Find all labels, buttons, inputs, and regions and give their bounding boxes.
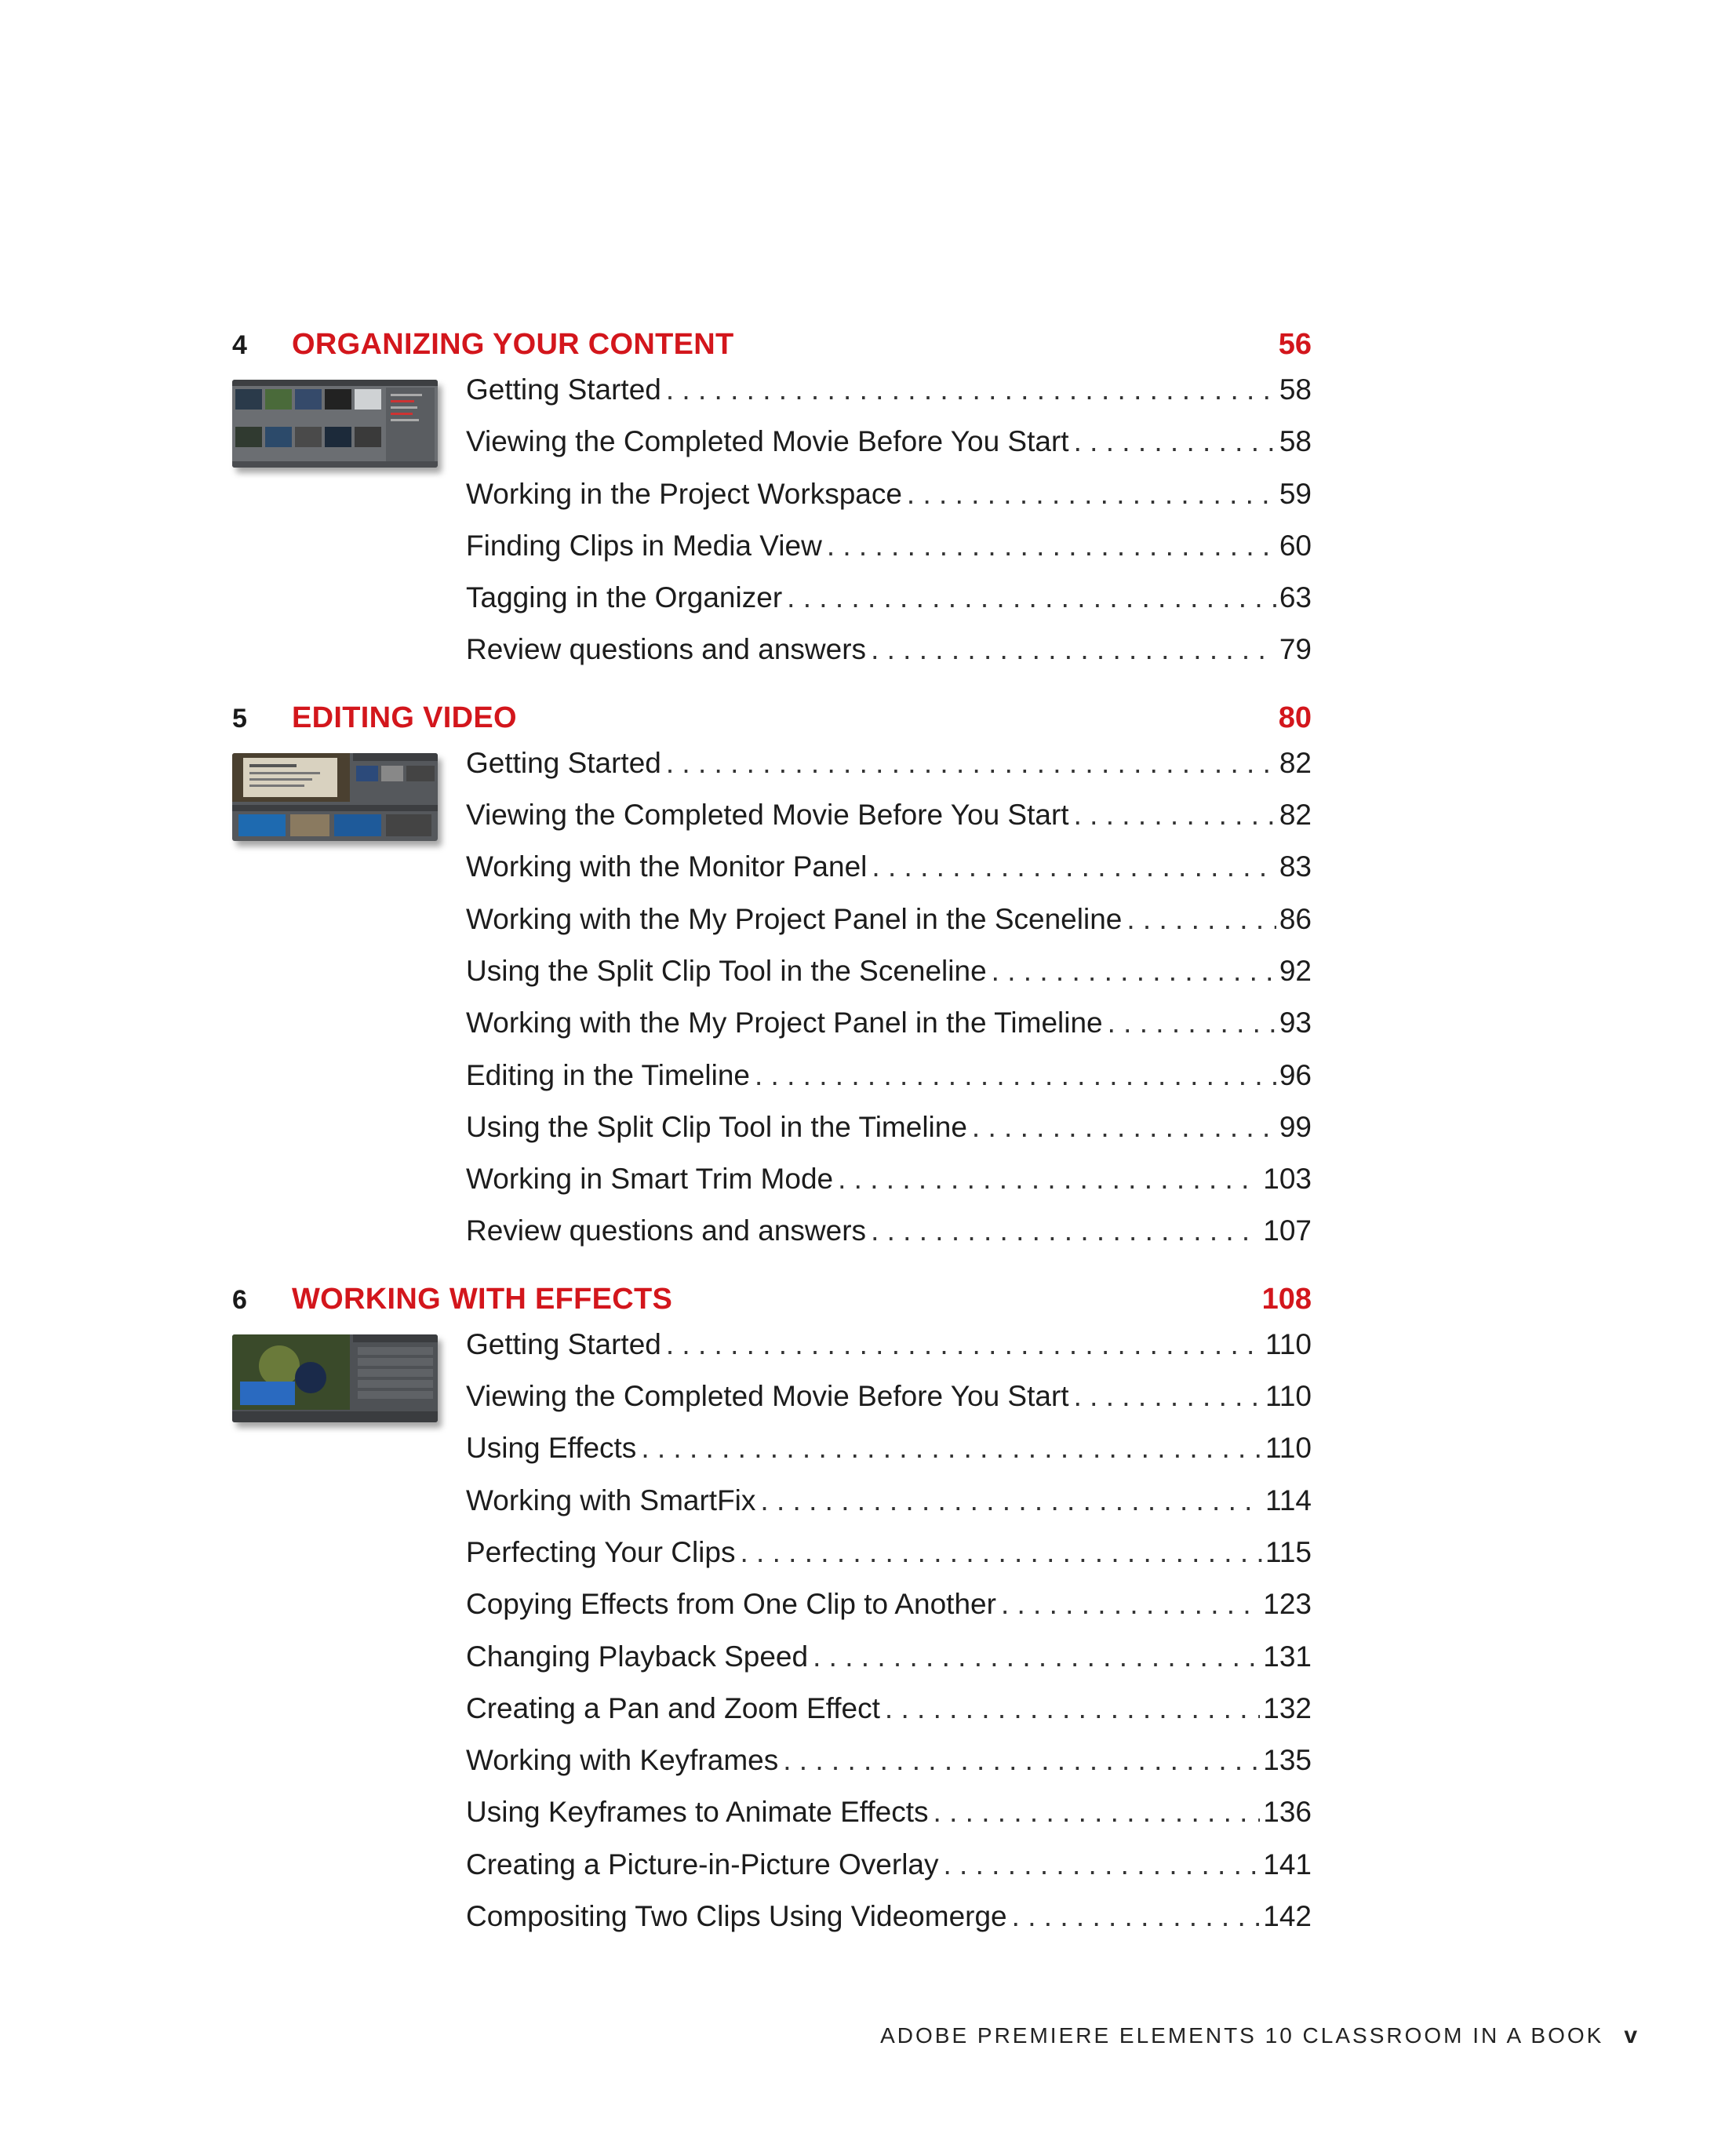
dot-leader — [666, 373, 1276, 406]
dot-leader — [838, 1163, 1260, 1196]
entry-label: Getting Started — [466, 1327, 661, 1360]
dot-leader — [944, 1848, 1261, 1881]
dot-leader — [813, 1640, 1260, 1673]
entry-page: 136 — [1263, 1796, 1312, 1829]
entry-page: 110 — [1265, 1380, 1312, 1413]
entry-label: Viewing the Completed Movie Before You Start — [466, 1380, 1069, 1413]
entry-label: Working in Smart Trim Mode — [466, 1163, 834, 1196]
dot-leader — [1108, 1007, 1276, 1039]
chapter-entries — [466, 747, 1312, 1267]
list-item[interactable] — [466, 1900, 1312, 1952]
chapter-4 — [232, 328, 1312, 686]
dot-leader — [1001, 1588, 1260, 1621]
chapter-body — [232, 1328, 1312, 1953]
table-of-contents — [232, 328, 1312, 1968]
entry-label: Creating a Picture-in-Picture Overlay — [466, 1848, 939, 1880]
entry-page: 103 — [1263, 1163, 1312, 1196]
entry-label: Changing Playback Speed — [466, 1640, 809, 1673]
entry-page: 135 — [1263, 1744, 1312, 1777]
entry-label: Tagging in the Organizer — [466, 581, 783, 614]
chapter-title[interactable]: ORGANIZING YOUR CONTENT — [292, 328, 734, 361]
list-item[interactable] — [466, 1214, 1312, 1266]
chapter-6 — [232, 1283, 1312, 1953]
chapter-heading — [232, 701, 1312, 747]
dot-leader — [666, 747, 1276, 780]
list-item[interactable] — [466, 1007, 1312, 1058]
entry-label: Perfecting Your Clips — [466, 1535, 736, 1568]
entry-label: Working in the Project Workspace — [466, 477, 902, 510]
dot-leader — [760, 1484, 1262, 1517]
dot-leader — [1074, 799, 1276, 832]
list-item[interactable] — [466, 1640, 1312, 1692]
entry-label: Working with Keyframes — [466, 1744, 779, 1777]
list-item[interactable] — [466, 1432, 1312, 1484]
dot-leader — [934, 1796, 1261, 1829]
entry-label: Working with the Monitor Panel — [466, 850, 868, 883]
entry-page: 141 — [1263, 1848, 1312, 1880]
entry-label: Viewing the Completed Movie Before You Start — [466, 425, 1069, 458]
dot-leader — [885, 1692, 1260, 1725]
entry-label: Getting Started — [466, 746, 661, 779]
list-item[interactable] — [466, 1744, 1312, 1796]
entry-page: 99 — [1279, 1110, 1312, 1143]
chapter-number: 6 — [232, 1284, 247, 1315]
entry-label: Working with the My Project Panel in the Sceneline — [466, 902, 1123, 935]
entry-label: Viewing the Completed Movie Before You Start — [466, 799, 1069, 832]
chapter-heading — [232, 1283, 1312, 1328]
entry-page: 58 — [1279, 425, 1312, 458]
list-item[interactable] — [466, 1380, 1312, 1432]
entry-label: Editing in the Timeline — [466, 1058, 750, 1091]
entry-page: 115 — [1265, 1535, 1312, 1568]
entry-page: 82 — [1279, 799, 1312, 832]
entry-label: Getting Started — [466, 373, 661, 406]
list-item[interactable] — [466, 1484, 1312, 1536]
chapter-title[interactable]: EDITING VIDEO — [292, 701, 517, 734]
entry-page: 79 — [1279, 633, 1312, 666]
list-item[interactable] — [466, 955, 1312, 1007]
entry-label: Compositing Two Clips Using Videomerge — [466, 1900, 1007, 1933]
dot-leader — [871, 633, 1276, 666]
chapter-body — [232, 373, 1312, 686]
chapter-entries — [466, 373, 1312, 686]
list-item[interactable] — [466, 747, 1312, 799]
entry-page: 132 — [1263, 1691, 1312, 1724]
entry-label: Review questions and answers — [466, 633, 867, 666]
dot-leader — [871, 1214, 1260, 1247]
entry-page: 114 — [1265, 1484, 1312, 1516]
entry-label: Using the Split Clip Tool in the Timeline — [466, 1110, 967, 1143]
page-folio: v — [1624, 2022, 1637, 2048]
dot-leader — [872, 850, 1276, 883]
chapter-body — [232, 747, 1312, 1267]
list-item[interactable] — [466, 1111, 1312, 1163]
entry-label: Working with the My Project Panel in the Timeline — [466, 1007, 1103, 1039]
chapter-heading — [232, 328, 1312, 373]
list-item[interactable] — [466, 478, 1312, 530]
list-item[interactable] — [466, 1163, 1312, 1214]
list-item[interactable] — [466, 1796, 1312, 1848]
list-item[interactable] — [466, 1536, 1312, 1588]
entry-page: 59 — [1279, 477, 1312, 510]
chapter-title[interactable]: WORKING WITH EFFECTS — [292, 1282, 673, 1316]
dot-leader — [787, 581, 1276, 614]
dot-leader — [740, 1536, 1262, 1569]
book-title: ADOBE PREMIERE ELEMENTS 10 CLASSROOM IN A BOOK — [880, 2023, 1604, 2048]
chapter-page: 108 — [1261, 1282, 1312, 1316]
chapter-5 — [232, 701, 1312, 1267]
chapter-page: 56 — [1278, 328, 1312, 361]
list-item[interactable] — [466, 1848, 1312, 1900]
dot-leader — [907, 478, 1276, 511]
effects-screenshot-icon — [232, 1334, 438, 1422]
chapter-page: 80 — [1278, 701, 1312, 734]
chapter-number: 5 — [232, 703, 247, 734]
list-item[interactable] — [466, 799, 1312, 850]
entry-page: 60 — [1279, 529, 1312, 562]
entry-page: 96 — [1279, 1058, 1312, 1091]
dot-leader — [641, 1432, 1262, 1465]
entry-label: Using Effects — [466, 1432, 637, 1465]
dot-leader — [755, 1059, 1276, 1092]
list-item[interactable] — [466, 1588, 1312, 1640]
list-item[interactable] — [466, 530, 1312, 581]
dot-leader — [992, 955, 1276, 988]
list-item[interactable] — [466, 850, 1312, 902]
entry-page: 131 — [1263, 1640, 1312, 1673]
dot-leader — [1012, 1900, 1261, 1933]
list-item[interactable] — [466, 1692, 1312, 1744]
entry-page: 93 — [1279, 1007, 1312, 1039]
chapter-thumbnail-image — [232, 1334, 438, 1422]
chapter-thumbnail-image — [232, 753, 438, 841]
list-item[interactable] — [466, 1328, 1312, 1380]
list-item[interactable] — [466, 373, 1312, 425]
organizer-screenshot-icon — [232, 380, 438, 468]
entry-label: Finding Clips in Media View — [466, 529, 822, 562]
entry-page: 82 — [1279, 746, 1312, 779]
dot-leader — [1074, 425, 1276, 458]
chapter-entries — [466, 1328, 1312, 1953]
dot-leader — [1126, 903, 1276, 936]
entry-page: 83 — [1279, 850, 1312, 883]
editor-screenshot-icon — [232, 753, 438, 841]
list-item[interactable] — [466, 425, 1312, 477]
entry-page: 63 — [1279, 581, 1312, 614]
entry-page: 58 — [1279, 373, 1312, 406]
entry-label: Working with SmartFix — [466, 1484, 756, 1516]
entry-label: Using the Split Clip Tool in the Sceneline — [466, 954, 987, 987]
entry-page: 107 — [1263, 1214, 1312, 1247]
list-item[interactable] — [466, 581, 1312, 633]
entry-label: Review questions and answers — [466, 1214, 867, 1247]
dot-leader — [1074, 1380, 1262, 1413]
page-footer — [880, 2022, 1637, 2049]
entry-page: 123 — [1263, 1588, 1312, 1621]
entry-page: 92 — [1279, 954, 1312, 987]
entry-label: Copying Effects from One Clip to Another — [466, 1588, 996, 1621]
dot-leader — [783, 1744, 1260, 1777]
entry-label: Creating a Pan and Zoom Effect — [466, 1691, 880, 1724]
chapter-number: 4 — [232, 330, 247, 360]
entry-page: 86 — [1279, 902, 1312, 935]
dot-leader — [666, 1328, 1262, 1361]
chapter-thumbnail-image — [232, 380, 438, 468]
dot-leader — [827, 530, 1276, 562]
list-item[interactable] — [466, 903, 1312, 955]
dot-leader — [972, 1111, 1276, 1144]
entry-page: 110 — [1265, 1327, 1312, 1360]
list-item[interactable] — [466, 1059, 1312, 1111]
entry-page: 142 — [1263, 1900, 1312, 1933]
entry-label: Using Keyframes to Animate Effects — [466, 1796, 929, 1829]
list-item[interactable] — [466, 633, 1312, 685]
entry-page: 110 — [1265, 1432, 1312, 1465]
